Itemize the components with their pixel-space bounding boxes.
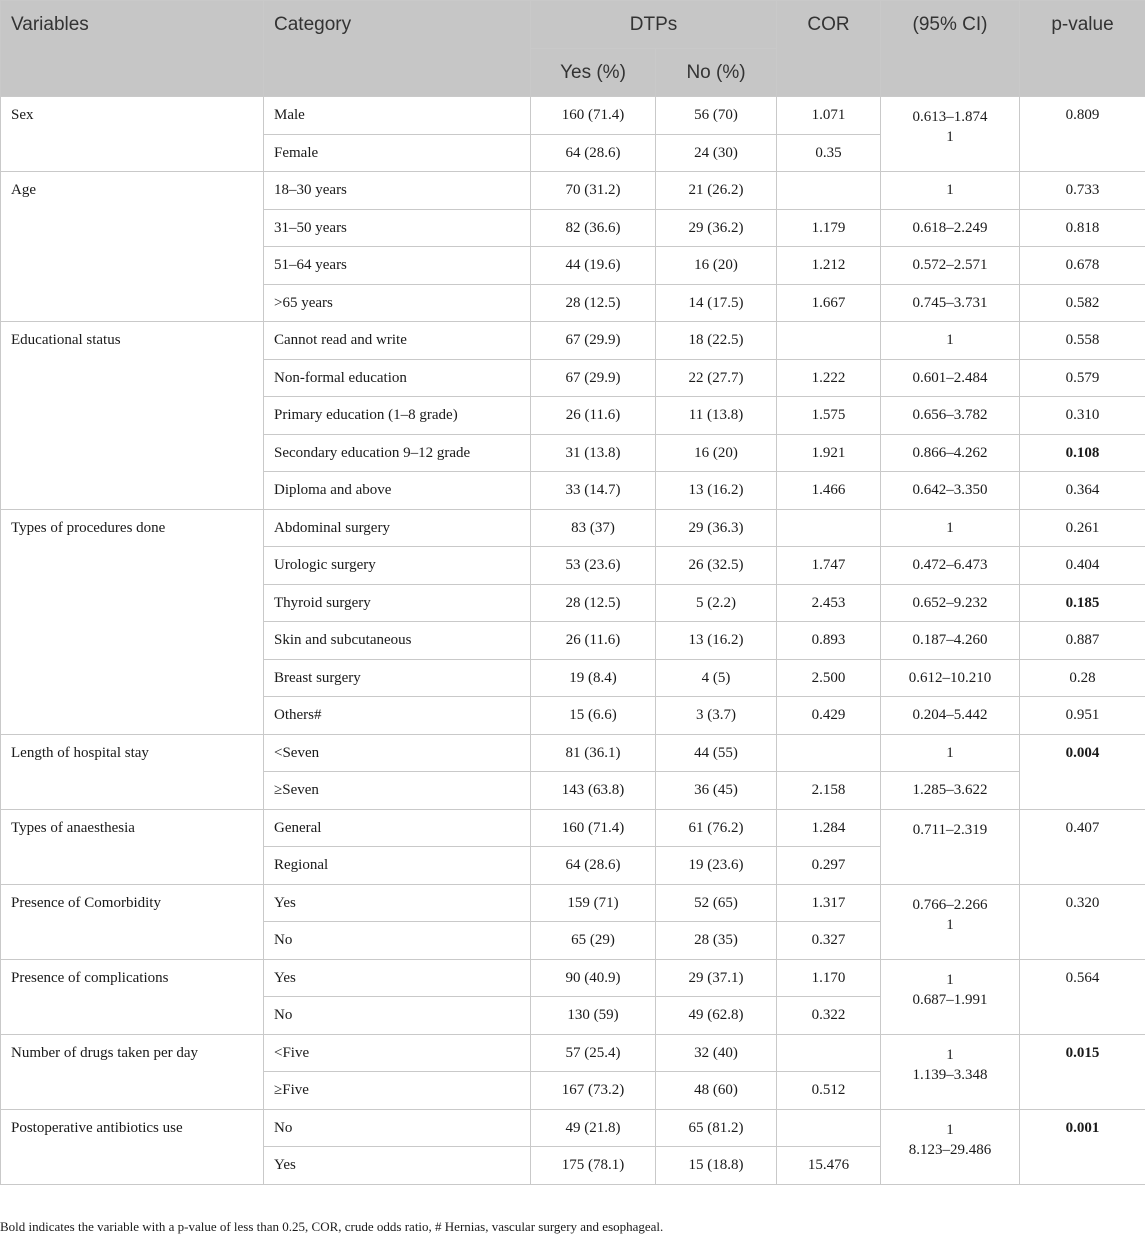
ci-cell: 0.204–5.442 [881,697,1020,735]
cor-cell: 2.158 [777,772,881,810]
dtps-no-cell: 4 (5) [656,659,777,697]
ci-cell: 0.652–9.232 [881,584,1020,622]
dtps-yes-cell: 64 (28.6) [531,847,656,885]
category-cell: <Seven [264,734,531,772]
cor-cell [777,172,881,210]
dtps-no-cell: 24 (30) [656,134,777,172]
dtps-no-cell: 29 (37.1) [656,959,777,997]
pvalue-cell: 0.28 [1020,659,1145,697]
cor-cell: 1.071 [777,97,881,135]
ci-value: 8.123–29.486 [908,1141,992,1158]
category-cell: >65 years [264,284,531,322]
dtps-yes-cell: 53 (23.6) [531,547,656,585]
header-dtps: DTPs [531,1,777,49]
dtps-yes-cell: 64 (28.6) [531,134,656,172]
pvalue-cell: 0.015 [1020,1034,1145,1109]
table-row [1,959,1145,997]
pvalue-cell: 0.407 [1020,809,1145,884]
dtps-no-cell: 18 (22.5) [656,322,777,360]
category-cell: ≥Seven [264,772,531,810]
dtps-yes-cell: 130 (59) [531,997,656,1035]
category-cell: Abdominal surgery [264,509,531,547]
category-cell: 18–30 years [264,172,531,210]
ci-value: 1 [946,971,954,988]
ci-cell [881,1034,1020,1109]
ci-cell: 0.187–4.260 [881,622,1020,660]
dtps-yes-cell: 28 (12.5) [531,284,656,322]
ci-value: 0.766–2.266 [912,896,988,913]
ci-value: 0.687–1.991 [912,991,988,1008]
category-cell: Yes [264,1147,531,1185]
cor-cell: 1.170 [777,959,881,997]
cor-cell: 1.212 [777,247,881,285]
dtps-no-cell: 15 (18.8) [656,1147,777,1185]
cor-cell: 0.429 [777,697,881,735]
dtps-no-cell: 11 (13.8) [656,397,777,435]
cor-cell: 1.317 [777,884,881,922]
category-cell: No [264,1109,531,1147]
category-cell: Female [264,134,531,172]
category-cell: Skin and subcutaneous [264,622,531,660]
category-cell: Urologic surgery [264,547,531,585]
pvalue-cell: 0.582 [1020,284,1145,322]
ci-cell: 0.572–2.571 [881,247,1020,285]
category-cell: Yes [264,959,531,997]
ci-value: 1.139–3.348 [912,1066,988,1083]
pvalue-cell: 0.004 [1020,734,1145,809]
table-header [1,1,1145,97]
table-row [1,97,1145,135]
ci-value: 1 [946,916,954,933]
dtps-yes-cell: 160 (71.4) [531,809,656,847]
dtps-no-cell: 48 (60) [656,1072,777,1110]
cor-cell [777,509,881,547]
dtps-no-cell: 3 (3.7) [656,697,777,735]
dtps-yes-cell: 26 (11.6) [531,622,656,660]
dtps-no-cell: 26 (32.5) [656,547,777,585]
category-cell: Regional [264,847,531,885]
table-row [1,734,1145,772]
dtps-yes-cell: 82 (36.6) [531,209,656,247]
ci-cell [881,809,1020,884]
pvalue-cell: 0.678 [1020,247,1145,285]
cor-cell: 1.179 [777,209,881,247]
dtps-no-cell: 49 (62.8) [656,997,777,1035]
variable-name: Presence of Comorbidity [1,884,264,959]
ci-cell: 0.866–4.262 [881,434,1020,472]
ci-cell: 0.642–3.350 [881,472,1020,510]
dtps-no-cell: 52 (65) [656,884,777,922]
cor-cell: 15.476 [777,1147,881,1185]
category-cell: 31–50 years [264,209,531,247]
cor-cell: 1.222 [777,359,881,397]
ci-cell [881,1109,1020,1184]
dtps-no-cell: 5 (2.2) [656,584,777,622]
category-cell: General [264,809,531,847]
ci-cell [881,884,1020,959]
ci-cell [881,959,1020,1034]
pvalue-cell: 0.558 [1020,322,1145,360]
ci-cell: 0.745–3.731 [881,284,1020,322]
variable-name: Educational status [1,322,264,510]
pvalue-cell: 0.261 [1020,509,1145,547]
category-cell: Non-formal education [264,359,531,397]
dtps-yes-cell: 31 (13.8) [531,434,656,472]
table-row [1,172,1145,210]
dtps-yes-cell: 159 (71) [531,884,656,922]
cor-cell: 0.512 [777,1072,881,1110]
pvalue-cell: 0.579 [1020,359,1145,397]
table-footnote: Bold indicates the variable with a p-value of less than 0.25, COR, crude odds ratio, # Hernias, vascular surgery and esophageal. [0,1219,664,1234]
dtps-no-cell: 13 (16.2) [656,472,777,510]
dtps-yes-cell: 83 (37) [531,509,656,547]
variable-name: Presence of complications [1,959,264,1034]
cor-cell: 0.297 [777,847,881,885]
cor-cell [777,1109,881,1147]
category-cell: Secondary education 9–12 grade [264,434,531,472]
dtps-no-cell: 14 (17.5) [656,284,777,322]
pvalue-cell: 0.310 [1020,397,1145,435]
dtps-yes-cell: 67 (29.9) [531,322,656,360]
dtps-yes-cell: 90 (40.9) [531,959,656,997]
dtps-yes-cell: 167 (73.2) [531,1072,656,1110]
dtps-yes-cell: 175 (78.1) [531,1147,656,1185]
category-cell: Others# [264,697,531,735]
pvalue-cell: 0.108 [1020,434,1145,472]
dtps-yes-cell: 65 (29) [531,922,656,960]
table-body [1,97,1145,1185]
dtps-yes-cell: 81 (36.1) [531,734,656,772]
dtps-no-cell: 16 (20) [656,247,777,285]
category-cell: <Five [264,1034,531,1072]
cor-cell: 1.921 [777,434,881,472]
ci-cell: 1 [881,509,1020,547]
dtps-no-cell: 29 (36.2) [656,209,777,247]
dtps-no-cell: 13 (16.2) [656,622,777,660]
table-row [1,809,1145,847]
dtps-yes-cell: 57 (25.4) [531,1034,656,1072]
dtps-yes-cell: 26 (11.6) [531,397,656,435]
pvalue-cell: 0.564 [1020,959,1145,1034]
cor-cell [777,322,881,360]
cor-cell: 1.747 [777,547,881,585]
header-yes: Yes (%) [531,49,656,97]
pvalue-cell: 0.001 [1020,1109,1145,1184]
ci-value: 0.711–2.319 [912,821,988,838]
table-row [1,1109,1145,1147]
pvalue-cell: 0.404 [1020,547,1145,585]
pvalue-cell: 0.809 [1020,97,1145,172]
pvalue-cell: 0.364 [1020,472,1145,510]
ci-cell: 0.656–3.782 [881,397,1020,435]
variable-name: Postoperative antibiotics use [1,1109,264,1184]
dtps-no-cell: 29 (36.3) [656,509,777,547]
dtps-yes-cell: 19 (8.4) [531,659,656,697]
category-cell: Yes [264,884,531,922]
category-cell: No [264,997,531,1035]
ci-cell: 0.472–6.473 [881,547,1020,585]
ci-cell: 1.285–3.622 [881,772,1020,810]
category-cell: Breast surgery [264,659,531,697]
dtps-no-cell: 44 (55) [656,734,777,772]
ci-value: 1 [946,129,954,145]
dtps-yes-cell: 33 (14.7) [531,472,656,510]
category-cell: ≥Five [264,1072,531,1110]
category-cell: Diploma and above [264,472,531,510]
cor-cell [777,1034,881,1072]
dtps-no-cell: 32 (40) [656,1034,777,1072]
header-pvalue: p-value [1020,1,1145,97]
dtps-yes-cell: 44 (19.6) [531,247,656,285]
pvalue-cell: 0.887 [1020,622,1145,660]
cor-cell [777,734,881,772]
ci-value: 0.613–1.874 [912,109,988,125]
dtps-yes-cell: 15 (6.6) [531,697,656,735]
category-cell: Cannot read and write [264,322,531,360]
header-cor: COR [777,1,881,97]
category-cell: Thyroid surgery [264,584,531,622]
header-no: No (%) [656,49,777,97]
category-cell: No [264,922,531,960]
cor-cell: 0.35 [777,134,881,172]
pvalue-cell: 0.733 [1020,172,1145,210]
variable-name: Sex [1,97,264,172]
ci-cell: 0.601–2.484 [881,359,1020,397]
ci-cell [881,97,1020,172]
dtps-no-cell: 21 (26.2) [656,172,777,210]
ci-value: 1 [946,1046,954,1063]
pvalue-cell: 0.818 [1020,209,1145,247]
cor-cell: 2.500 [777,659,881,697]
variable-name: Types of procedures done [1,509,264,734]
pvalue-cell: 0.320 [1020,884,1145,959]
cor-cell: 0.322 [777,997,881,1035]
table-row [1,884,1145,922]
cor-cell: 1.284 [777,809,881,847]
dtps-no-cell: 28 (35) [656,922,777,960]
dtps-yes-cell: 160 (71.4) [531,97,656,135]
dtps-no-cell: 22 (27.7) [656,359,777,397]
dtps-no-cell: 56 (70) [656,97,777,135]
table-row [1,322,1145,360]
category-cell: Male [264,97,531,135]
dtps-no-cell: 19 (23.6) [656,847,777,885]
table-row [1,1034,1145,1072]
dtps-no-cell: 61 (76.2) [656,809,777,847]
cor-cell: 1.667 [777,284,881,322]
ci-cell: 0.618–2.249 [881,209,1020,247]
category-cell: Primary education (1–8 grade) [264,397,531,435]
header-ci: (95% CI) [881,1,1020,97]
ci-value: 1 [946,1121,954,1138]
ci-cell: 1 [881,172,1020,210]
ci-cell: 0.612–10.210 [881,659,1020,697]
dtps-no-cell: 16 (20) [656,434,777,472]
ci-cell: 1 [881,734,1020,772]
variable-name: Types of anaesthesia [1,809,264,884]
pvalue-cell: 0.951 [1020,697,1145,735]
dtps-yes-cell: 28 (12.5) [531,584,656,622]
dtps-yes-cell: 70 (31.2) [531,172,656,210]
cor-cell: 0.893 [777,622,881,660]
table-row [1,509,1145,547]
dtps-no-cell: 65 (81.2) [656,1109,777,1147]
variable-name: Age [1,172,264,322]
variable-name: Length of hospital stay [1,734,264,809]
cor-cell: 2.453 [777,584,881,622]
header-variables: Variables [1,1,264,97]
cor-cell: 0.327 [777,922,881,960]
dtps-yes-cell: 49 (21.8) [531,1109,656,1147]
pvalue-cell: 0.185 [1020,584,1145,622]
dtps-yes-cell: 67 (29.9) [531,359,656,397]
cor-cell: 1.466 [777,472,881,510]
header-category: Category [264,1,531,97]
dtps-yes-cell: 143 (63.8) [531,772,656,810]
cor-cell: 1.575 [777,397,881,435]
ci-cell: 1 [881,322,1020,360]
category-cell: 51–64 years [264,247,531,285]
dtps-no-cell: 36 (45) [656,772,777,810]
variable-name: Number of drugs taken per day [1,1034,264,1109]
